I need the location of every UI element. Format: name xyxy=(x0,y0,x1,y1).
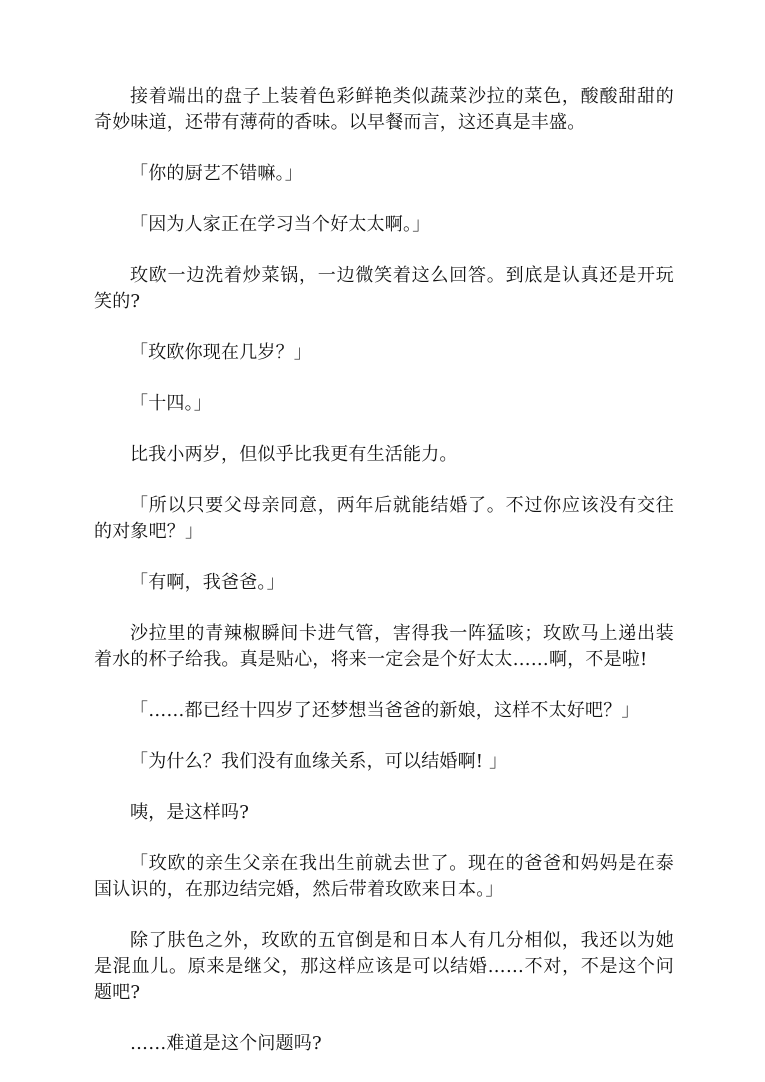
paragraph: 玫欧一边洗着炒菜锅，一边微笑着这么回答。到底是认真还是开玩笑的? xyxy=(94,265,674,312)
paragraph: 「你的厨艺不错嘛。」 xyxy=(130,163,303,184)
paragraph: 「玫欧的亲生父亲在我出生前就去世了。现在的爸爸和妈妈是在泰国认识的，在那边结完婚，然后带着玫欧来日本。」 xyxy=(94,853,674,900)
paragraph: ……难道是这个问题吗? xyxy=(130,1033,322,1054)
paragraph: 除了肤色之外，玫欧的五官倒是和日本人有几分相似，我还以为她是混血儿。原来是继父，那这样应该是可以结婚……不对，不是这个问题吧? xyxy=(94,930,674,1003)
paragraph: 「所以只要父母亲同意，两年后就能结婚了。不过你应该没有交往的对象吧？」 xyxy=(94,495,674,542)
paragraph: 「因为人家正在学习当个好太太啊。」 xyxy=(130,214,431,235)
paragraph: 「……都已经十四岁了还梦想当爸爸的新娘，这样不太好吧？」 xyxy=(130,700,640,721)
paragraph: 「十四。」 xyxy=(130,393,212,414)
paragraph: 接着端出的盘子上装着色彩鲜艳类似蔬菜沙拉的菜色，酸酸甜甜的奇妙味道，还带有薄荷的香味。以早餐而言，这还真是丰盛。 xyxy=(94,86,674,133)
paragraph: 「为什么？我们没有血缘关系，可以结婚啊! 」 xyxy=(130,751,508,772)
paragraph: 「有啊，我爸爸。」 xyxy=(130,572,285,593)
paragraph: 沙拉里的青辣椒瞬间卡进气管，害得我一阵猛咳；玫欧马上递出装着水的杯子给我。真是贴心，将来一定会是个好太太……啊，不是啦! xyxy=(94,623,674,670)
paragraph: 比我小两岁，但似乎比我更有生活能力。 xyxy=(130,444,458,465)
paragraph: 咦，是这样吗? xyxy=(130,802,250,823)
document-page xyxy=(94,84,674,1082)
paragraph: 「玫欧你现在几岁？」 xyxy=(130,342,312,363)
